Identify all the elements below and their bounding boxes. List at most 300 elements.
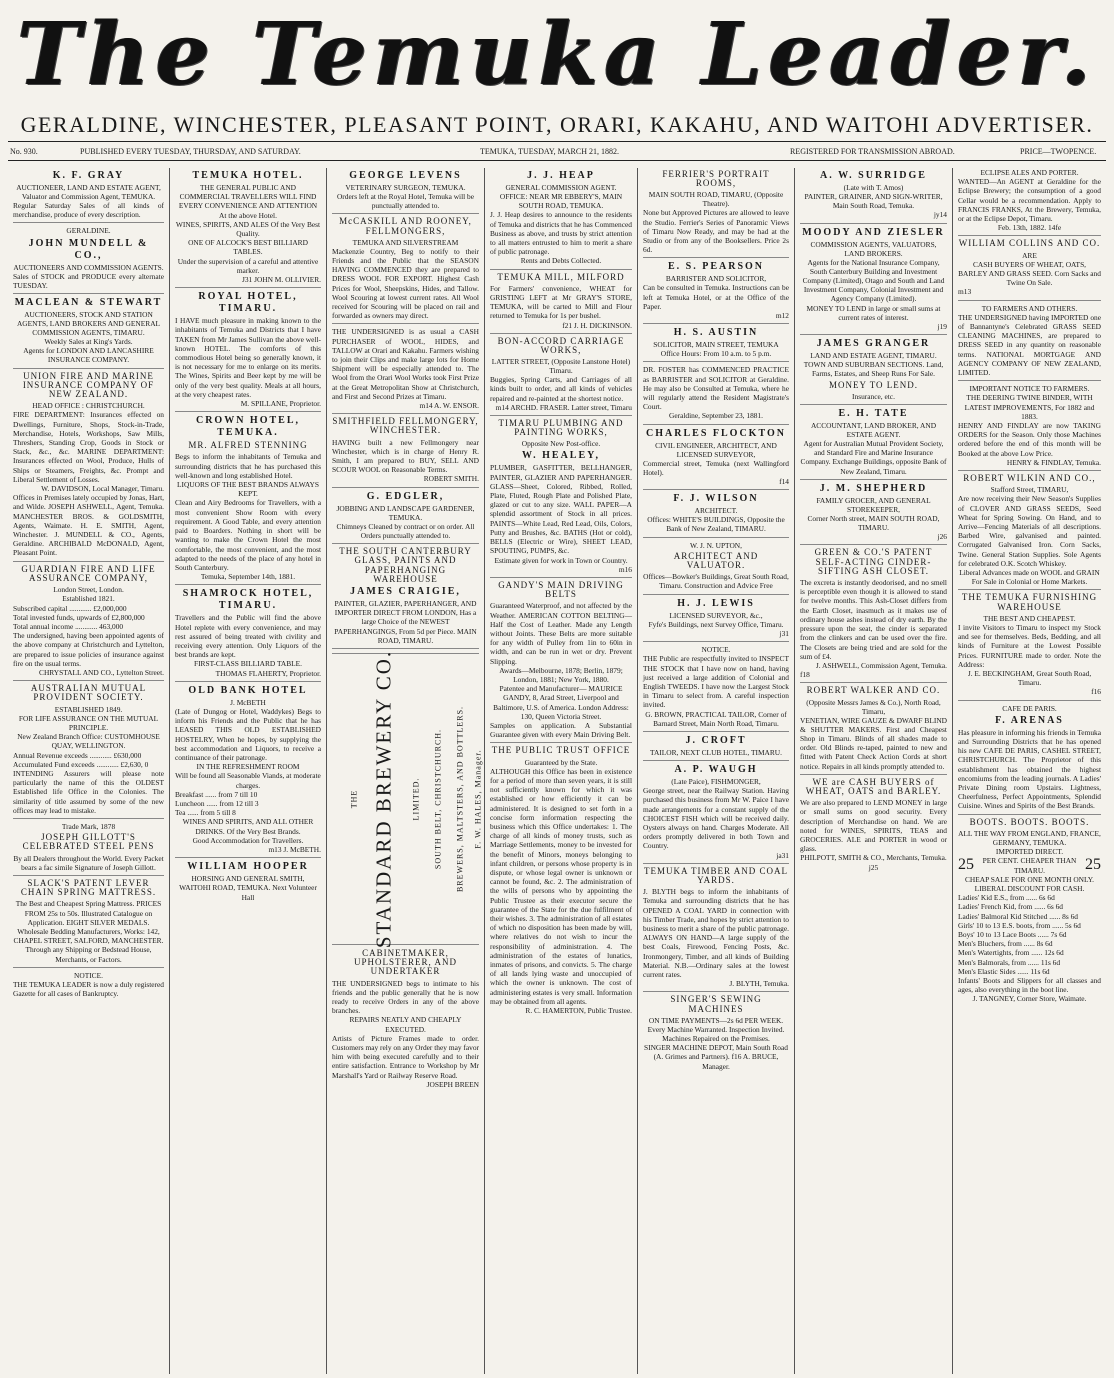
ad-standard-brewery [332, 649, 482, 949]
discount-percent-right: 25 [1085, 856, 1101, 874]
ad-signature: R. C. HAMERTON, Public Trustee. [525, 1006, 632, 1016]
ad-line: Total invested funds, upwards of £2,800,000 [13, 612, 145, 622]
ad-smithfield [332, 417, 479, 487]
ad-heading: JAMES GRANGER [816, 338, 931, 350]
ad-line: Total annual income ............ 463,000 [13, 621, 124, 631]
ad-text: CASH BUYERS OF WHEAT, OATS, BARLEY AND GRASS SEED. Corn Sacks and Twine On Sale. [958, 259, 1101, 288]
ad-philpott-smith [800, 778, 947, 875]
ad-name: JAMES CRAIGIE, [350, 585, 461, 597]
ad-subheading: MAIN SOUTH ROAD, TIMARU, (Opposite Theatre). [648, 190, 784, 209]
ad-subheading: THE BEST AND CHEAPEST. [983, 613, 1076, 623]
ad-text: Can be consulted in Temuka. Instructions can be left at Temuka Hotel, or at the Office of the Paper. [643, 283, 789, 311]
ad-text: LIQUORS OF THE BEST BRANDS ALWAYS KEPT. [176, 480, 320, 499]
ad-subheading: LAND AND ESTATE AGENT, TIMARU. [810, 351, 937, 361]
discount-banner [958, 856, 1101, 874]
ad-text: DR. FOSTER has COMMENCED PRACTICE as BARRISTER and SOLICITOR at Geraldine. He may also be Consulted at Temuka, where he will regularly attend the Resident Magistrate's Court. [643, 365, 789, 412]
ad-heading: ROBERT WALKER AND CO. [806, 685, 941, 696]
ad-subheading: ARCHITECT. [694, 506, 738, 516]
ad-text: The excreta is instantly deodorised, and no smell is perceptible even though it is allowed to stand for twelve months. This Ash-Closet differs from the Earth Closet, inasmuch as it makes use of ordinary house ashes instead of dry earth. By the pressure upon the seat, the cinder is separated from the clinkers and can be used over the fire. The Closets are being tried and are sold for the sum of £4. [800, 578, 947, 661]
ad-text: Orders left at the Royal Hotel, Temuka will be punctually attended to. [336, 192, 475, 211]
ad-subheading: Stafford Street, TIMARU, [990, 485, 1069, 495]
ad-code: m16 [618, 564, 632, 574]
column-6 [795, 168, 953, 1374]
ad-subheading: (Late Paice), FISHMONGER, [671, 777, 761, 787]
price-line: Girls' 10 to 13 E.S. boots, from ...... 5s 6d [958, 920, 1081, 930]
ad-code: ja31 [776, 850, 789, 860]
ad-heading: J. M. SHEPHERD [819, 482, 928, 494]
ad-slack-mattress [13, 879, 164, 968]
ad-heading: FERRIER'S PORTRAIT ROOMS, [662, 169, 770, 189]
ad-signature: JOSEPH BREEN [426, 1079, 479, 1089]
ad-shamrock-hotel [175, 588, 321, 681]
ad-code: jy14 [933, 210, 947, 220]
ad-signature: J. E. BECKINGHAM, Great South Road, Timaru. [967, 668, 1092, 688]
ad-collins [958, 239, 1101, 300]
ad-signature: J. TANGNEY, Corner Store, Waimate. [972, 994, 1087, 1004]
ad-waugh [643, 764, 789, 864]
ad-heading: McCASKILL AND ROONEY, FELLMONGERS, [339, 216, 472, 236]
ad-heading: G. EDGLER, [366, 490, 445, 502]
ad-moody-ziesler [800, 227, 947, 336]
ad-text: THE UNDERSIGNED is as usual a CASH PURCHASER of WOOL, HIDES, and TALLOW at Orari and Kakahu. Farmers wishing to join their Clips and make large lots for Home Shipment will be especially attended to. The Wool from the Orari Wool Works took First Prize at the Great Metropolitan Show at Christchurch, and First and Second Prizes at Timaru. [332, 327, 479, 401]
column-3 [327, 168, 485, 1374]
ad-text: TOWN AND SUBURBAN SECTIONS. Land, Farms, Estates, and Sheep Runs For Sale. [803, 360, 944, 379]
ad-line: Tea ...... from 5 till 8 [175, 808, 236, 818]
ad-text: PLUMBER, GASFITTER, BELLHANGER, PAINTER, GLAZIER AND PAPERHANGER. GLASS—Sheet, Colored, Ribbed, Rolled, Plate, Fluted, Rough Plate and Polished Plate, glazed or cut to any size. WALL PAPER—A splendid assortment of Stock in all prices. PAINTS—White Lead, Red Lead, Oils, Colors, Putty and Brushes, &c. BATHS (Hot or cold), BELLS (Electric or Wire), SHEET LEAD, SPOUTING, PUMPS, &c. [490, 463, 632, 556]
ad-subheading: ON TIME PAYMENTS—2s 6d PER WEEK. [648, 1015, 784, 1025]
ad-eclipse [958, 168, 1101, 236]
ad-heading: F. J. WILSON [673, 493, 759, 505]
ad-text: Infants' Boots and Slippers for all classes and ages, also everything in the boot line. [958, 976, 1101, 995]
ad-heading: THE SOUTH CANTERBURY GLASS, PAINTS AND PAPERHANGING WAREHOUSE [339, 546, 472, 584]
ad-wilson [643, 493, 789, 537]
top-rule [8, 141, 1106, 142]
ad-levens [332, 170, 479, 214]
ad-heading: J. J. HEAP [527, 170, 595, 181]
ad-text: LIBERAL DISCOUNT FOR CASH. [974, 884, 1085, 894]
publication-days: PUBLISHED EVERY TUESDAY, THURSDAY, AND SATURDAY. [80, 147, 301, 156]
ad-subheading: FAMILY GROCER, AND GENERAL STOREKEEPER, [816, 495, 931, 514]
ad-subheading: ACCOUNTANT, LAND BROKER, AND ESTATE AGENT. [810, 421, 937, 440]
ad-text: Insurance, etc. [852, 391, 895, 401]
ad-heading: E. H. TATE [838, 408, 909, 420]
price-line: Ladies' Balmoral Kid Stitched ...... 8s 6d [958, 911, 1078, 921]
ad-mccaskill-rooney [332, 217, 479, 324]
ad-text: I HAVE much pleasure in making known to the inhabitants of Temuka and Districts that I have TAKEN from Mr James Sullivan the above well-known HOTEL. The comforts of this commodious Hotel being so generally known, it is not necessary for me to enlarge on its merits. The Wines, Spirits and Beer kept by me will be only of the very best quality. Meals at all hours, at the very cheapest rates. [175, 316, 321, 399]
ad-text: ALTHOUGH this Office has been in existence for a period of more than seven years, it is still not sufficiently known for which it was established or how efficiently it can be administered. It is designed to set forth in a concise form information respecting the business which this Office undertakes: 1. The charge of all kinds of money trusts, such as Marriage Settlements, money to be invested for the benefit of Minors, moneys belonging to infant children, or persons whose property is in dispute, or whose legal owner is unknown or cannot be found, &c. 2. The administration of the wills of persons who by appointing the Public Trustee as their executor secure the guarantee of the State for the due fulfilment of their wishes. 3. The administration of all estates of which no disposition has been made by will, where relatives do not wish to incur the responsibility of administration. 4. The administration of the estates of lunatics, inmates of prisons, and convicts. 5. The charge of all lands lying waste and unoccupied of which the owner is unknown. The cost of administering estates is very small. Information may be obtained from all agents. [490, 766, 632, 1006]
brewery-manager: F. W. HALES, Manager. [472, 749, 482, 849]
ad-signature: J. ASHWELL, Commission Agent, Temuka. [815, 660, 947, 670]
ad-signature: CHRYSTALL AND CO., Lyttelton Street. [39, 667, 164, 677]
ad-text: INTENDING Assurers will please note particularly the name of this the OLDEST Established life Office in the Colonies. The similarity of title assumed by some of the new offices may lead to mistake. [13, 768, 164, 815]
ad-heading: WILLIAM COLLINS AND CO. [958, 238, 1101, 249]
ad-text: J. BLYTH begs to inform the inhabitants of Temuka and surrounding districts that he has OPENED A COAL YARD in connection with his Timber Trade, and hopes by strict attention to business to merit a share of the public patronage. ALWAYS ON HAND—A large supply of the best Coals, Firewood, Fencing Posts, &c. Ironmongery, Timber, and all kinds of Building Material. N.B.—Ordinary sales at the lowest current rates. [643, 887, 789, 979]
ad-text: OFFICE: NEAR MR EBBERY'S, MAIN SOUTH ROAD, TEMUKA. [499, 192, 623, 211]
ad-text: THE GENERAL PUBLIC AND COMMERCIAL TRAVELLERS WILL FIND EVERY CONVENIENCE AND ATTENTION At the above Hotel. [178, 183, 318, 220]
ad-text: Offices: WHITE'S BUILDINGS, Opposite the Bank of New Zealand, TIMARU. [647, 515, 785, 534]
ad-text: Established 1821. [62, 594, 115, 604]
ad-gillott [13, 822, 164, 876]
brewery-the: THE [348, 789, 358, 809]
ad-blyth [643, 867, 789, 993]
ad-text: FOR LIFE ASSURANCE ON THE MUTUAL PRINCIPLE. [18, 713, 159, 732]
newspaper-title: The Temuka Leader. [17, 4, 1097, 105]
ad-signature: THOMAS FLAHERTY, Proprietor. [215, 668, 321, 678]
masthead [0, 0, 1114, 118]
ad-tate [800, 408, 947, 480]
ad-text: MONEY TO LEND in large or small sums at current rates of interest. [806, 303, 941, 322]
price-line: Ladies' Kid E.S., from ...... 6s 6d [958, 893, 1055, 903]
ad-granger [800, 338, 947, 405]
ad-line: Breakfast ...... from 7 till 10 [175, 789, 258, 799]
ad-croft [643, 735, 789, 761]
ad-amp-society [13, 684, 164, 819]
ad-bon-accord [490, 337, 632, 416]
ad-subheading: ESTABLISHED 1849. [54, 704, 123, 714]
ad-text: Estimate given for work in Town or Country. [494, 555, 628, 565]
ad-text: Guaranteed Waterproof, and not affected by the Weather. AMERICAN COTTON BELTING—Half the Cost of Leather. Made any Length without Joints. These Belts are more suitable for any width of Pulley from 1in to 60in in width, and can be run in wet or dry. Prevent Slipping. [490, 601, 632, 666]
ad-text: Samples on application. A Substantial Guarantee given with every Main Driving Belt. [490, 720, 632, 740]
price-line: Men's Elastic Sides ...... 11s 6d [958, 966, 1050, 976]
ad-text: THE Public are respectfully invited to INSPECT THE STOCK that I have now on hand, having just received a large addition of Colonial and English TWEEDS. I have now the Largest Stock in Timaru to select from. A careful inspection invited. [643, 654, 789, 710]
discount-percent-left: 25 [958, 856, 974, 874]
ad-text: TAILOR, NEXT CLUB HOTEL, TIMARU. [650, 747, 782, 757]
ad-heading: NOTICE. [74, 970, 103, 980]
ad-union-fire [13, 372, 164, 562]
ad-subheading: JOBBING AND LANDSCAPE GARDENER, TEMUKA. [336, 503, 475, 522]
brewery-trade: BREWERS, MALTSTERS, AND BOTTLERS. [454, 705, 464, 892]
ad-date: Temuka, September 14th, 1881. [200, 572, 296, 582]
ad-subheading: ARE [1022, 250, 1037, 260]
ad-heading: GEORGE LEVENS [349, 170, 462, 181]
ad-text: Good Accommodation for Travellers. [192, 835, 304, 845]
ad-text: Awards—Melbourne, 1878; Berlin, 1879; London, 1881; New York, 1880. [499, 665, 623, 684]
ad-text: WANTED—An AGENT at Geraldine for the Eclipse Brewery; the consumption of a good Cellar would be a recommendation. Apply to FRANCIS FRANKS, At the Brewery, Temuka, or at the Eclipse Depot, Timaru. [958, 177, 1101, 224]
ad-heading: OLD BANK HOTEL [188, 684, 308, 696]
ad-subheading: Opposite New Post-office. [521, 439, 601, 449]
ad-healey [490, 419, 632, 578]
ad-temuka-mill [490, 273, 632, 334]
ad-ensor [332, 327, 479, 414]
ad-mundell [13, 226, 164, 294]
ad-line: Subscribed capital ............ £2,000,000 [13, 603, 127, 613]
ad-text: CHEAP SALE FOR ONE MONTH ONLY. [964, 874, 1094, 884]
ad-code: j19 [937, 322, 947, 332]
ad-signature: W. DAVIDSON, Local Manager, Timaru. [41, 484, 164, 494]
ad-heading: ROYAL HOTEL, TIMARU. [198, 291, 298, 315]
ad-heading: SLACK'S PATENT LEVER CHAIN SPRING MATTRESS. [20, 877, 157, 898]
ad-heading: TEMUKA MILL, MILFORD [497, 271, 625, 282]
ad-signature: PHILPOTT, SMITH & CO., Merchants, Temuka. j25 [800, 853, 947, 872]
ad-heading: IMPORTANT NOTICE TO FARMERS. [969, 384, 1090, 394]
ad-shepherd [800, 483, 947, 546]
ad-heading: BON-ACCORD CARRIAGE WORKS, [497, 335, 625, 356]
ad-heading: CABINETMAKER, UPHOLSTERER, AND UNDERTAKER [353, 947, 457, 977]
ad-text: Offices in Premises lately occupied by Jonas, Hart, and Wilde. JOSEPH ASHWELL, Agent, Temuka. MANCHESTER BROS. & GOLDSMITH, Agents, Waimate. H. E. SMITH, Agent, Winchester. J. MUNDELL & CO., Agents, Geraldine. ARCHIBALD McDONALD, Agent, Pleasant Point. [13, 493, 164, 558]
ad-text: ONE OF ALCOCK'S BEST BILLIARD TABLES. [188, 238, 308, 257]
ad-boots [958, 818, 1101, 1007]
ad-subheading: ALL THE WAY FROM ENGLAND, FRANCE, GERMANY, TEMUKA. [958, 828, 1101, 847]
ad-text: HAVING built a new Fellmongery near Winchester, which is in charge of Henry R. Smith, I am prepared to BUY, SELL AND SCOUR WOOL on Reasonable Terms. [332, 437, 479, 475]
column-2 [170, 168, 327, 1374]
ad-text: Commercial street, Temuka (next Wallingford Hotel). [643, 458, 789, 477]
ad-mark: Trade Mark, 1878 [61, 821, 116, 831]
ad-subheading: TEMUKA AND SILVERSTREAM [352, 237, 459, 247]
ad-text: MONEY TO LEND. [828, 379, 919, 390]
ad-flockton [643, 428, 789, 491]
ad-signature: m13 J. McBETH. [268, 844, 321, 854]
ad-text: THE UNDERSIGNED begs to intimate to his friends and the public generally that he is now ready to receive Orders in any of the above branches. [332, 978, 479, 1016]
ad-text: The Best and Cheapest Spring Mattress. PRICES FROM 25s to 50s. Illustrated Catalogue on Application. EIGHT SILVER MEDALS. Wholesale Bedding Manufacturers, Works: 142, CHAPEL STREET, SALFORD, MANCHESTER. Through any Shipping or Bedstead House, Merchants, or Factors. [13, 899, 164, 964]
newspaper-subtitle: GERALDINE, WINCHESTER, PLEASANT POINT, ORARI, KAKAHU, AND WAITOHI ADVERTISER. [20, 112, 1094, 137]
ad-text: For Farmers' convenience, WHEAT for GRISTING LEFT at Mr GRAY'S STORE, TEMUKA, will be carted to Mill and Flour returned to Temuka for 1s per bushel. [490, 283, 632, 321]
discount-text: PER CENT. CHEAPER THAN TIMARU. [982, 856, 1077, 875]
ad-signature: J. BLYTH, Temuka. [729, 979, 789, 989]
ad-heading: WILLIAM HOOPER [187, 861, 309, 873]
ad-subheading: GENERAL COMMISSION AGENT. [505, 183, 617, 192]
ad-heading: THE TEMUKA FURNISHING WAREHOUSE [961, 592, 1098, 612]
ad-subheading: (Opposite Messrs James & Co.), North Road, Timaru, [806, 697, 941, 716]
ad-text: Rents and Debts Collected. [520, 256, 602, 266]
ad-text: Agents for LONDON AND LANCASHIRE INSURANCE COMPANY. [23, 346, 154, 365]
ad-public-trust [490, 746, 632, 1018]
brewery-address: SOUTH BELT, CHRISTCHURCH. [432, 728, 442, 869]
ad-brown-notice [643, 645, 789, 732]
ad-text: Under the supervision of a careful and attentive marker. [177, 256, 319, 275]
ad-text: IN THE REFRESHMENT ROOM [196, 762, 300, 772]
header-bottom-rule [8, 160, 1106, 161]
ad-heading: A. P. WAUGH [674, 764, 758, 776]
brewery-limited: LIMITED. [410, 777, 420, 821]
ad-heading: A. W. SURRIDGE [820, 170, 927, 181]
ad-heading: CHARLES FLOCKTON [646, 427, 786, 439]
ad-heading: JOHN MUNDELL & CO., [28, 237, 149, 261]
ad-heading: NOTICE. [701, 645, 731, 655]
ad-code: m12 [775, 311, 789, 321]
ad-subheading: (Late with T. Amos) [843, 183, 904, 192]
ad-subheading: HEAD OFFICE : CHRISTCHURCH. [32, 401, 145, 411]
ad-heading: CAFE DE PARIS. [1002, 703, 1057, 713]
ad-text: Liberal Advances made on WOOL and GRAIN For Sale in Colonial or Home Markets. [959, 567, 1100, 587]
ad-heading: THE PUBLIC TRUST OFFICE [491, 745, 631, 756]
ad-guardian [13, 565, 164, 681]
ad-subheading: THE DEERING TWINE BINDER, WITH LATEST IMPROVEMENTS, For 1882 and 1883. [964, 393, 1095, 421]
ad-foster [643, 365, 789, 424]
ad-text: Fyfe's Buildings, next Survey Office, Timaru. [648, 619, 784, 629]
ad-heading: WE are CASH BUYERS of WHEAT, OATS and BARLEY. [805, 776, 942, 796]
ad-signature: ROBERT SMITH. [423, 474, 479, 484]
ad-ash-closet [800, 548, 947, 683]
ad-text: Are now receiving their New Season's Supplies of CLOVER AND GRASS SEEDS, Seed Wheat for Spring Sowing. On Hand, and to Arrive—Fencing Materials of all descriptions. Barbed Wire, galvanised and painted. Corrugated Galvanised Iron. Corn Sacks, Twine. General Station Supplies. Sole Agents for celebrated O.K. Scotch Whiskey. [958, 494, 1101, 568]
ad-text: Clean and Airy Bedrooms for Travellers, with a most convenient Show Room with every requirement. A Good Table, and every attention paid to Boarders. Nothing in short will be wanting to make the Crown Hotel the most comfortable, the most convenient, and the most adapted to the needs of the place of any hotel in South Canterbury. [175, 498, 321, 572]
issue-date: TEMUKA, TUESDAY, MARCH 21, 1882. [480, 147, 619, 156]
ad-text: Office Hours: From 10 a.m. to 5 p.m. [660, 349, 772, 359]
ad-text: REPAIRS NEATLY AND CHEAPLY EXECUTED. [349, 1015, 462, 1034]
ad-heading: TIMARU PLUMBING AND PAINTING WORKS, [498, 418, 624, 438]
issue-number: No. 930. [10, 147, 38, 156]
column-7 [953, 168, 1106, 1374]
ad-heading: GANDY'S MAIN DRIVING BELTS [498, 579, 624, 600]
ad-notice [13, 971, 164, 1002]
ad-text: WINES AND SPIRITS, AND ALL OTHER DRINKS. Of the Very Best Brands. [182, 817, 314, 836]
ad-gandy-belts [490, 581, 632, 743]
ad-text: THE TEMUKA LEADER is now a duly registered Gazette for all cases of Bankruptcy. [13, 980, 164, 999]
ad-subheading: COMMISSION AGENTS, VALUATORS, LAND BROKERS. [810, 239, 937, 258]
price-line: Ladies' French Kid, from ...... 6s 6d [958, 902, 1063, 912]
ad-line: Luncheon ...... from 12 till 3 [175, 798, 259, 808]
ad-heading: ECLIPSE ALES AND PORTER. [980, 168, 1079, 177]
ad-signature: SINGER MACHINE DEPOT, Main South Road (A. Grimes and Partners). f16 A. BRUCE, Manager. [644, 1043, 788, 1071]
ad-text: Weekly Sales at King's Yards. [44, 337, 133, 347]
ad-text: Agents for the National Insurance Company, South Canterbury Building and Investment Company (Limited), Otago and South and Land Investment Company, Colonial Investment and Agency Company (Limited). [802, 257, 945, 304]
ad-town: GERALDINE. [66, 226, 111, 236]
price: PRICE—TWOPENCE. [1020, 147, 1097, 156]
ad-code: f16 [1091, 687, 1101, 697]
ad-heading: H. J. LEWIS [677, 597, 755, 609]
ad-heading: AUSTRALIAN MUTUAL PROVIDENT SOCIETY. [30, 683, 147, 703]
ad-name: F. ARENAS [995, 714, 1064, 726]
ad-text: New Zealand Branch Office: CUSTOMHOUSE QUAY, WELLINGTON. [17, 732, 160, 751]
ad-text: I invite Visitors to Timaru to inspect my Stock and see for themselves. Beds, Bedding, and all kinds of Furniture at the Lowest Possible Prices. FURNITURE made to order. Note the Address: [958, 622, 1101, 669]
ad-heading: MOODY AND ZIESLER [802, 226, 945, 238]
ad-heading: MACLEAN & STEWART [14, 297, 163, 309]
ad-hooper [175, 861, 321, 905]
price-line: Men's Balmorals, from ...... 11s 6d [958, 957, 1061, 967]
ad-text: Artists of Picture Frames made to order. Customers may rely on any Order they may favor him with being executed carefully and to their entire satisfaction. Entrance to Workshop by Mr Marshall's Yard or Railway Reserve Road. [332, 1033, 479, 1080]
ad-crown-hotel [175, 415, 321, 585]
ad-heading: E. S. PEARSON [667, 261, 764, 273]
ad-furnishing [958, 593, 1101, 700]
ad-pearson [643, 261, 789, 324]
ad-text: Buggies, Spring Carts, and Carriages of all kinds built to order, and all kinds of vehicles repaired and re-painted at the shortest notice. [490, 375, 632, 403]
ad-subheading: AUCTIONEERS AND COMMISSION AGENTS. [13, 262, 164, 272]
ad-heading: J. CROFT [685, 734, 747, 746]
ad-text: Will be found all Seasonable Viands, at moderate charges. [175, 771, 321, 790]
dateline [10, 145, 1104, 159]
ad-code: m13 [958, 287, 972, 297]
ad-heading: TEMUKA HOTEL. [192, 170, 304, 181]
ad-text: By all Dealers throughout the World. Every Packet bears a fac simile Signature of Joseph Gillott. [13, 853, 164, 872]
ad-edgler [332, 491, 479, 544]
ad-signature: m14 ARCHD. FRASER. Latter street, Timaru [495, 402, 632, 412]
ad-craigie [332, 547, 479, 649]
ad-text: George street, near the Railway Station. Having purchased this business from Mr W. Paice I have made arrangements for a constant supply of the CHOICEST FISH which will be received daily. Oysters always on hand. Charges Moderate. All orders promptly delivered in both Town and Country. [643, 786, 789, 851]
ad-breen-cabinetmaker [332, 949, 479, 1092]
ad-name: W. HEALEY, [522, 450, 600, 462]
ad-text: WINES, SPIRITS, AND ALES Of the Very Best Quality. [175, 219, 321, 239]
ad-code: f14 [779, 477, 789, 487]
ad-text: Sales of STOCK and PRODUCE every alternate TUESDAY. [13, 271, 164, 290]
price-line: Boys' 10 to 13 Lace Boots ...... 7s 6d [958, 930, 1067, 940]
ad-maclean-stewart [13, 297, 164, 369]
ad-text: Every Machine Warranted. Inspection Invited. Machines Repaired on the Premises. [647, 1024, 785, 1043]
ad-old-bank-hotel [175, 685, 321, 858]
ad-subheading: BARRISTER AND SOLICITOR, [665, 274, 767, 284]
column-1 [8, 168, 170, 1374]
ad-text: J. J. Heap desires to announce to the residents of Temuka and districts that he has Commenced Business as above, and trusts by strict attention to all matters entrusted to him to merit a share of public patronage. [490, 210, 632, 257]
ad-heading: K. F. GRAY [52, 170, 125, 181]
ad-code: j26 [937, 532, 947, 542]
columns [8, 168, 1106, 1374]
ad-line: Annual Revenue exceeds ............ £630,000 [13, 750, 142, 760]
ad-text: None but Approved Pictures are allowed to leave the Studio. Ferrier's Series of Panoramic Views of Timaru Now Ready, and may be had at the Studio or from any of the Booksellers. Price 2s 6d. [643, 208, 789, 255]
ad-date: Feb. 13th, 1882. 14fe [997, 223, 1062, 233]
column-4 [485, 168, 638, 1374]
ad-heading: SMITHFIELD FELLMONGERY, WINCHESTER. [332, 416, 479, 436]
ad-heading: ARCHITECT AND VALUATOR. [673, 550, 759, 571]
ad-subheading: London Street, London. [53, 585, 124, 595]
ad-text: The undersigned, having been appointed agents of the above company at Christchurch and Lyttelton, are prepared to issue policies of insurance against fire on the usual terms. [13, 631, 164, 668]
ad-text: Begs to inform the inhabitants of Temuka and surrounding districts that he has purchased this well-known and long established Hotel. [175, 452, 321, 480]
ad-heading: GUARDIAN FIRE AND LIFE ASSURANCE COMPANY, [21, 563, 156, 583]
ad-text: Offices—Bowker's Buildings, Great South Road, Timaru. Construction and Advice Free [643, 572, 789, 591]
ad-lewis [643, 598, 789, 642]
ad-to-farmers [958, 304, 1101, 382]
ad-subheading: J. McBETH [230, 697, 266, 707]
ad-code: f18 [800, 670, 810, 680]
ad-name: W. J. N. UPTON, [690, 540, 742, 550]
registration-note: REGISTERED FOR TRANSMISSION ABROAD. [790, 147, 955, 156]
ad-cafe-de-paris [958, 704, 1101, 815]
ad-text: PAINTER, GLAZIER, PAPERHANGER, AND IMPORTER DIRECT FROM LONDON, Has a large Choice of the NEWEST PAPERHANGINGS, From 5d per Piece. MAIN ROAD, TIMARU. [334, 598, 477, 645]
ad-wilkin [958, 474, 1101, 590]
ad-text: Agent for Australian Mutual Provident Society, and Standard Fire and Marine Insurance Company. Exchange Buildings, opposite Bank of New Zealand, Timaru. [800, 439, 947, 476]
ad-signature: J31 JOHN M. OLLIVIER. [241, 275, 321, 285]
ad-heading: SHAMROCK HOTEL, TIMARU. [182, 588, 314, 612]
ad-subheading: AUCTIONEERS, STOCK AND STATION AGENTS, LAND BROKERS AND GENERAL COMMISSION AGENTS, TIMARU. [16, 310, 161, 338]
ad-heading: BOOTS. BOOTS. BOOTS. [969, 816, 1090, 827]
ad-singer [643, 995, 789, 1073]
ad-text: THE UNDERSIGNED having IMPORTED one of Bannantyne's Celebrated GRASS SEED CLEANING MACHINES, are prepared to DRESS SEED in any quantity on reasonable terms. NATIONAL MORTGAGE AND AGENCY COMPANY OF NEW ZEALAND, LIMITED. [958, 312, 1101, 378]
ad-text: Patentee and Manufacturer— MAURICE GANDY, 8, Arad Street, Liverpool and Baltimore, U.S. of America. London Address: 130, Queen Victoria Street. [493, 684, 629, 721]
ad-text: Regular Saturday Sales of all kinds of merchandise, produce of every description. [13, 201, 164, 220]
ad-text: FIRE DEPARTMENT: Insurances effected on Dwellings, Furniture, Shops, Stock-in-Trade, Merchandise, Hotels, Workshops, Saw Mills, Threshers, Standing Crop, Goods in Stock or Stack, &c., &c. MARINE DEPARTMENT: Insurances effected on Wool, Produce, Hulls of Ships or Steamers, Freights, &c. Prompt and Liberal Settlement of Losses. [13, 410, 164, 484]
ad-code: j31 [779, 628, 789, 638]
ad-austin [643, 327, 789, 362]
ad-subheading: MR. ALFRED STENNING [188, 440, 308, 451]
ad-text: Corner North street, MAIN SOUTH ROAD, TIMARU. [807, 513, 940, 533]
ad-text: (Late of Dungog or Hotel, Waddykes) Begs to inform his Friends and the Public that he has LEASED THIS OLD ESTABLISHED HOSTELRY, When he hopes, by supplying the best accommodation and Liquors, to receive a continuance of their patronage. [175, 706, 321, 762]
ad-text: Has pleasure in informing his friends in Temuka and Surrounding Districts that he has opened his new CAFE DE PARIS, CASHEL STREET, CHRISTCHURCH. The Proprietor of this establishment has obtained the highest encomiums from the leading journals. A Ladies' Private Dining room Upstairs. Lightness, Cheerfulness, Perfect Appointments, Splendid Cuisine. Wines and Spirits of the Best Brands. [958, 727, 1101, 811]
ad-text: HORSING AND GENERAL SMITH, WAITOHI ROAD, TEMUKA. Next Volunteer Hall [179, 874, 317, 902]
ad-upton [643, 541, 789, 595]
ad-ferrier [643, 170, 789, 258]
ad-heading: UNION FIRE AND MARINE INSURANCE COMPANY OF NEW ZEALAND. [22, 370, 155, 400]
ad-subheading: Guaranteed by the State. [524, 757, 598, 767]
ad-text: VENETIAN, WIRE GAUZE & DWARF BLIND & SHUTTER MAKERS. First and Cheapest Shop in Timaru. Blinds of all shades made to order. Old Blinds re-taped, painted to new and fitted with Patent Check Action Cords at short notice. Repairs in all kinds promptly attended to. [800, 715, 947, 771]
ad-heading: JOSEPH GILLOTT'S CELEBRATED STEEL PENS [22, 832, 155, 852]
ad-walker [800, 686, 947, 774]
ad-text: FIRST-CLASS BILLIARD TABLE. [193, 659, 303, 669]
ad-heading: GREEN & CO.'S PATENT SELF-ACTING CINDER-SIFTING ASH CLOSET. [814, 547, 933, 576]
ad-heading: TO FARMERS AND OTHERS. [981, 303, 1078, 313]
ad-text: We are also prepared to LEND MONEY in large or small sums on good security. Every description of Merchandise on hand. We are noted for WINES, SPIRITS, TEAS and GROCERIES. ALE and PORTER in wood or glass. [800, 798, 947, 854]
ad-signature: G. BROWN, PRACTICAL TAILOR, Corner of Barnard Street, Main North Road, Timaru. [645, 709, 787, 728]
ad-text: IMPORTED DIRECT. [995, 847, 1064, 857]
ad-heading: TEMUKA TIMBER AND COAL YARDS. [643, 865, 789, 885]
ad-signature: f21 J. H. DICKINSON. [562, 320, 632, 330]
ad-temuka-hotel [175, 170, 321, 288]
ad-line: Accumulated Fund exceeds ............ £2,630, 0 [13, 759, 149, 769]
ad-text: Mackenzie Country, Beg to notify to their Friends and the Public that the SEASON HAVING COMMENCED they are prepared to DRESS WOOL FOR EXPORT. Highest Cash Prices for Wool, Sheepskins, Hides, and Tallow. Wool Scouring at lowest current rates. All Wool received for Scouring will be placed on rail and forwarded as owners may direct. [332, 246, 479, 321]
price-line: Men's Bluchers, from ...... 8s 6d [958, 939, 1053, 949]
ad-text: PAINTER, GRAINER, AND SIGN-WRITER, Main South Road, Temuka. [804, 192, 943, 211]
ad-subheading: SOLICITOR, MAIN STREET, TEMUKA [653, 340, 779, 350]
ad-text: Travellers and the Public will find the above Hotel replete with every convenience, and may rest assured of being treated with civility and receiving every attention. Only Liquors of the best brands are kept. [175, 613, 321, 660]
ad-heading: H. S. AUSTIN [673, 327, 759, 339]
ad-surridge [800, 170, 947, 224]
ad-heading: CROWN HOTEL, TEMUKA. [195, 415, 300, 439]
